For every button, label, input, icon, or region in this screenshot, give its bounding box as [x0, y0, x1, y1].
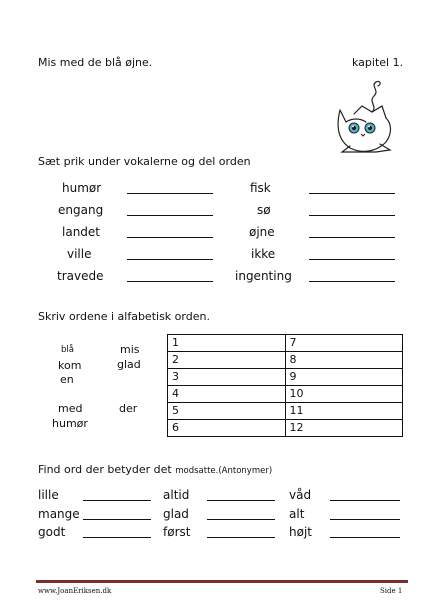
antonym-word: altid [163, 488, 190, 502]
page-title: Mis med de blå øjne. [38, 56, 153, 69]
table-row [168, 335, 403, 352]
scramble-word: kom [58, 359, 82, 372]
answer-line[interactable] [127, 259, 213, 260]
antonym-word: mange [38, 507, 80, 521]
word-right-2: sø [257, 203, 271, 217]
section2-heading: Skriv ordene i alfabetisk orden. [38, 310, 210, 323]
answer-line[interactable] [83, 500, 151, 501]
word-right-5: ingenting [235, 269, 292, 283]
table-row [168, 386, 403, 403]
table-cell[interactable]: 9 [285, 369, 403, 386]
antonym-word: glad [163, 507, 189, 521]
table-cell[interactable]: 4 [168, 386, 286, 403]
answer-line[interactable] [309, 237, 395, 238]
word-left-2: engang [58, 203, 104, 217]
table-cell[interactable]: 11 [285, 403, 403, 420]
footer-site: www.JoanEriksen.dk [38, 587, 112, 595]
scramble-word: en [60, 373, 74, 386]
antonym-word: alt [289, 507, 305, 521]
table-cell[interactable]: 3 [168, 369, 286, 386]
word-left-1: humør [62, 181, 102, 195]
word-right-1: fisk [250, 181, 271, 195]
answer-line[interactable] [330, 500, 400, 501]
answer-line[interactable] [83, 519, 151, 520]
antonym-word: våd [289, 488, 312, 502]
answer-line[interactable] [330, 537, 400, 538]
answer-line[interactable] [309, 259, 395, 260]
word-right-4: ikke [251, 247, 276, 261]
answer-line[interactable] [207, 500, 275, 501]
answer-line[interactable] [127, 215, 213, 216]
answer-line[interactable] [127, 193, 213, 194]
antonym-word: først [163, 525, 191, 539]
section3-heading-main: Find ord der betyder det [38, 463, 172, 476]
alphabetical-table [167, 334, 403, 437]
word-left-5: travede [57, 269, 104, 283]
table-row [168, 420, 403, 437]
footer-page-number: Side 1 [380, 587, 403, 595]
table-cell[interactable]: 6 [168, 420, 286, 437]
scramble-word: der [119, 402, 138, 415]
answer-line[interactable] [207, 519, 275, 520]
answer-line[interactable] [309, 281, 395, 282]
scramble-word: mis [120, 343, 140, 356]
section3-heading [38, 463, 272, 476]
chapter-label: kapitel 1. [352, 56, 404, 69]
answer-line[interactable] [83, 537, 151, 538]
word-left-3: landet [62, 225, 100, 239]
scramble-word: glad [117, 358, 141, 371]
answer-line[interactable] [207, 537, 275, 538]
word-right-3: øjne [249, 225, 275, 239]
table-cell[interactable]: 5 [168, 403, 286, 420]
table-row [168, 403, 403, 420]
answer-line[interactable] [127, 237, 213, 238]
antonym-word: godt [38, 525, 66, 539]
table-cell[interactable]: 7 [285, 335, 403, 352]
table-cell[interactable]: 1 [168, 335, 286, 352]
table-cell[interactable]: 12 [285, 420, 403, 437]
table-cell[interactable]: 8 [285, 352, 403, 369]
table-row [168, 369, 403, 386]
answer-line[interactable] [309, 193, 395, 194]
antonym-word: højt [289, 525, 312, 539]
table-cell[interactable]: 10 [285, 386, 403, 403]
section1-heading: Sæt prik under vokalerne og del orden [38, 155, 251, 168]
scramble-word: humør [52, 417, 88, 430]
answer-line[interactable] [127, 281, 213, 282]
answer-line[interactable] [309, 215, 395, 216]
word-left-4: ville [67, 247, 92, 261]
scramble-word: blå [61, 345, 74, 355]
antonym-word: lille [38, 488, 59, 502]
table-row [168, 352, 403, 369]
scramble-word: med [58, 402, 83, 415]
footer-divider [36, 580, 408, 583]
table-cell[interactable]: 2 [168, 352, 286, 369]
cat-illustration [332, 78, 398, 160]
answer-line[interactable] [330, 519, 400, 520]
section3-heading-small: modsatte.(Antonymer) [175, 466, 273, 476]
